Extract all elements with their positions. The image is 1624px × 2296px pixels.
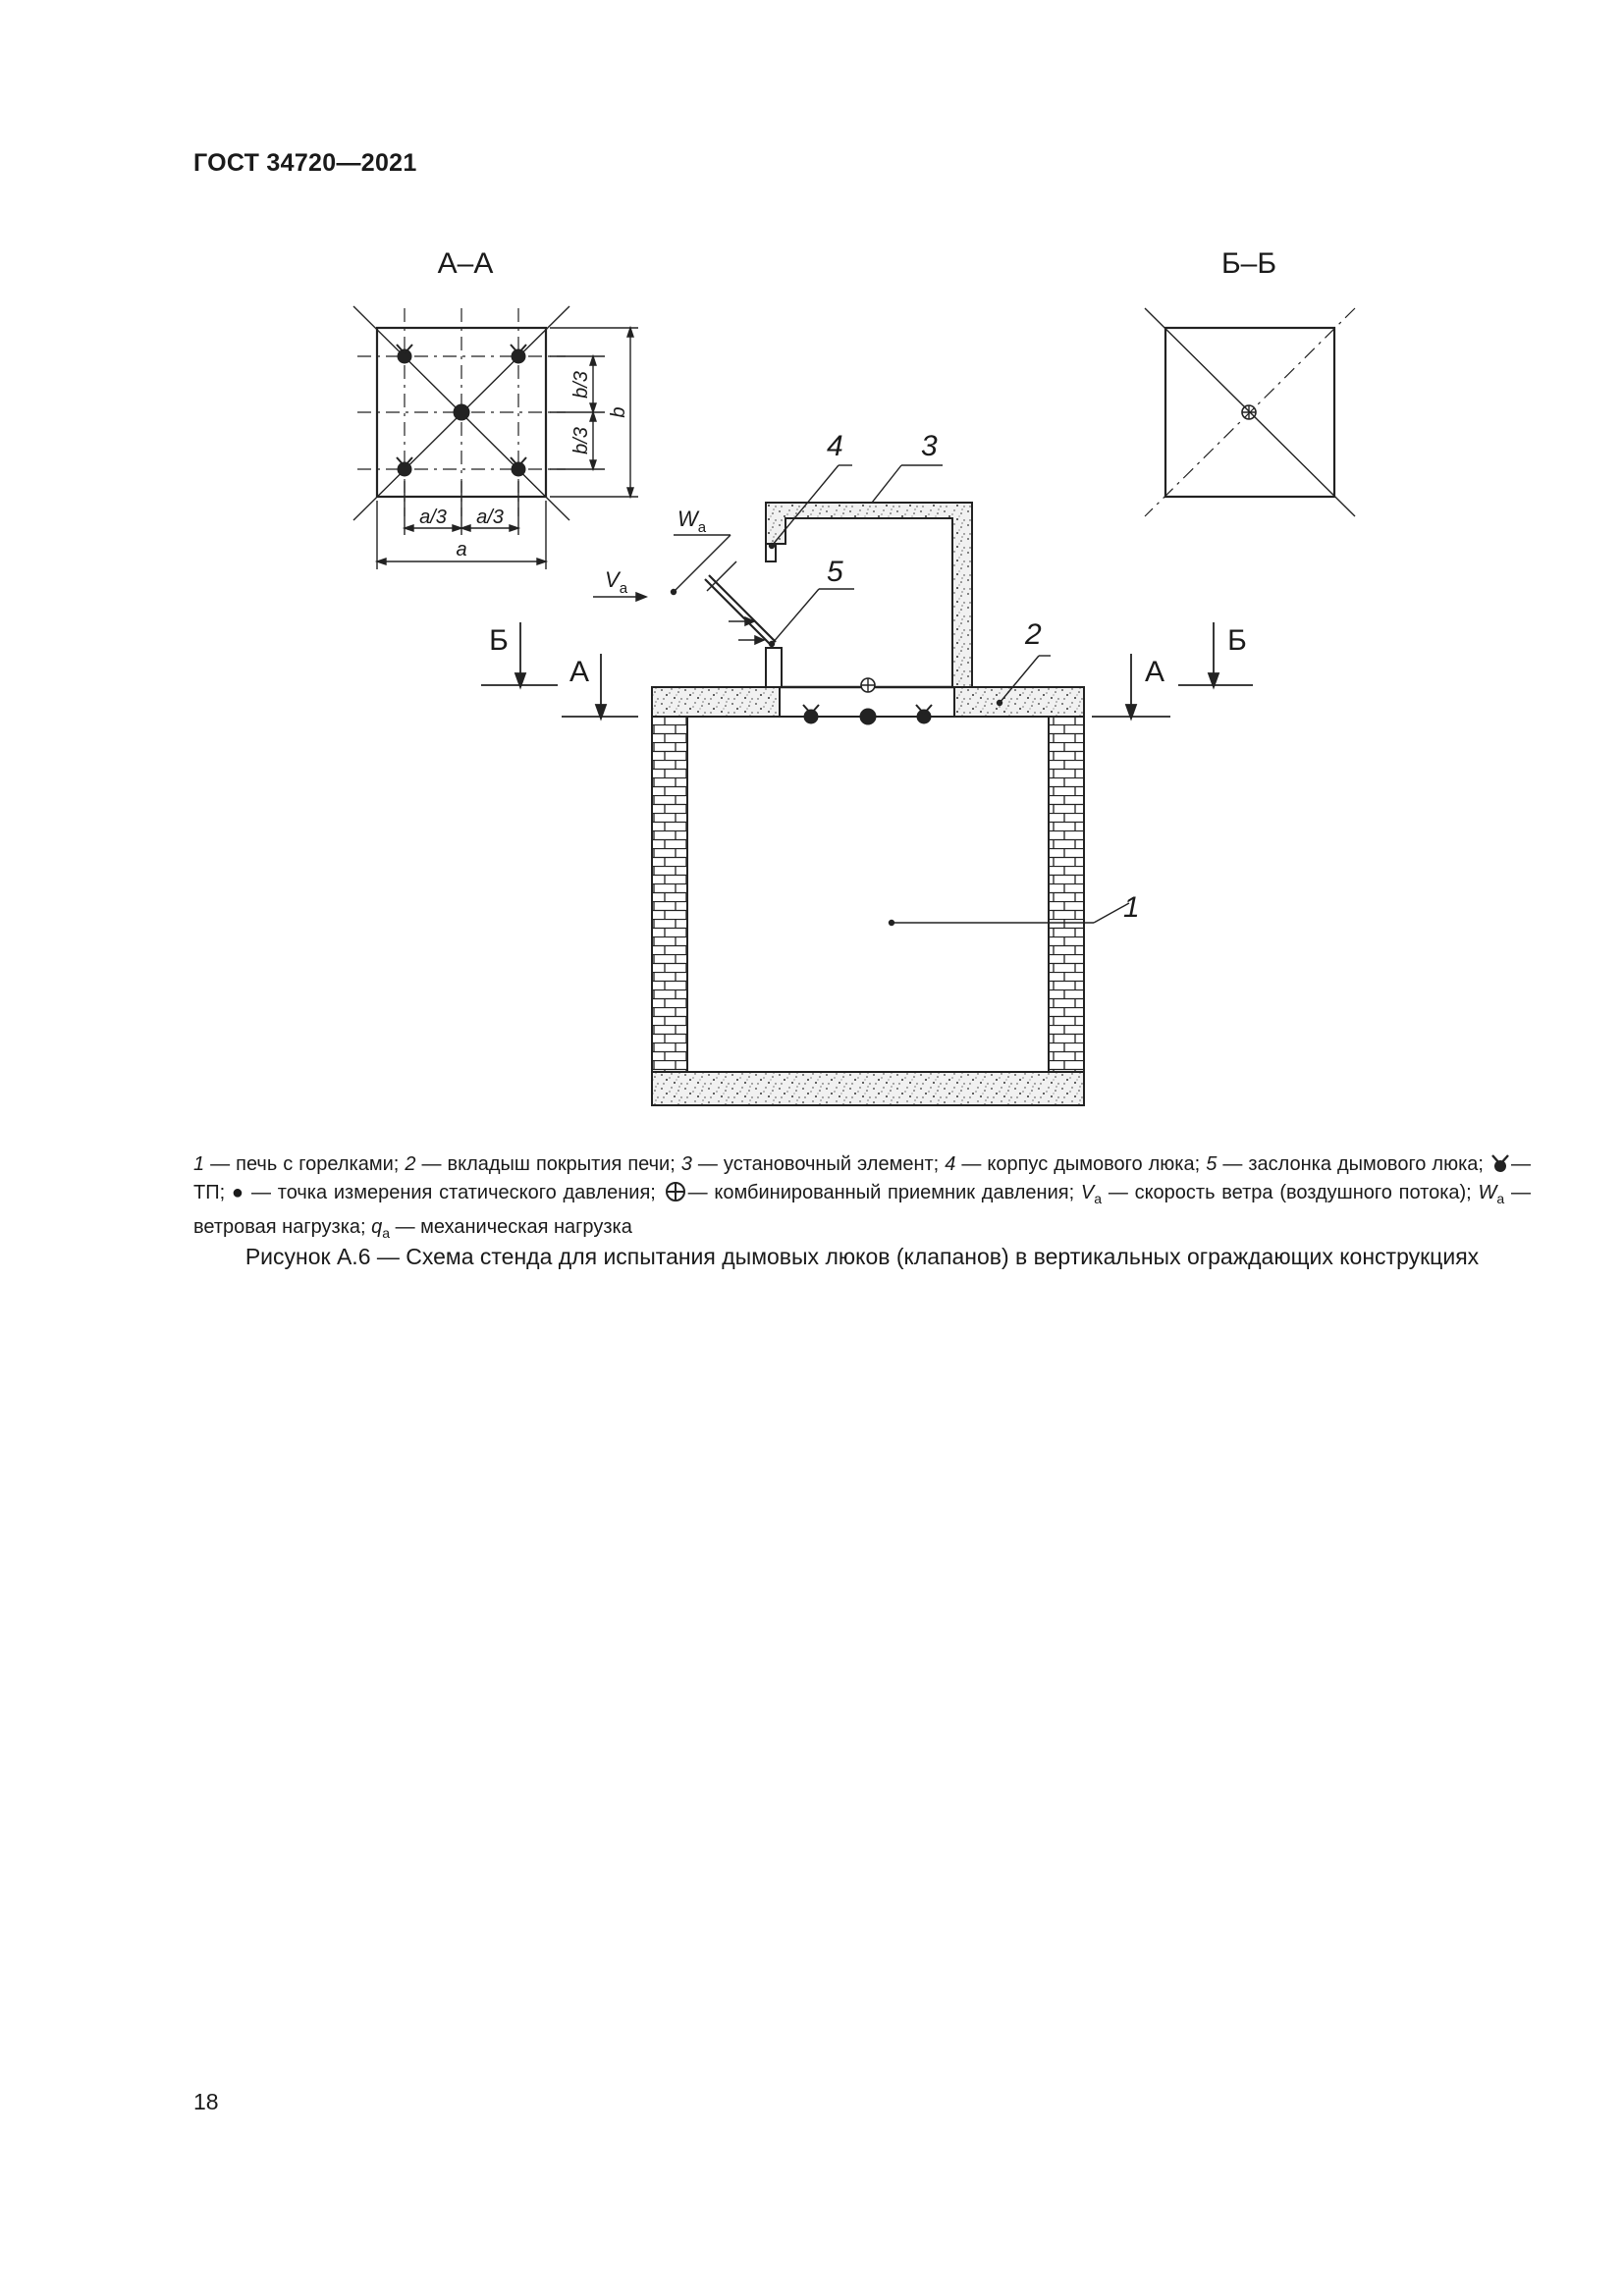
legend-num-1: 1 — [193, 1153, 205, 1175]
legend-text-comb: — комбинированный приемник давления; — [687, 1182, 1081, 1203]
legend-text-w: — ветровая нагрузка; — [193, 1182, 1531, 1238]
test-stand-diagram — [0, 0, 1624, 1139]
wind-speed-label — [605, 567, 628, 597]
legend-q: q — [371, 1216, 383, 1238]
cut-a-left: А — [568, 656, 590, 688]
dim-b3-bottom: b/3 — [570, 427, 592, 454]
legend-text-2: — вкладыш покрытия печи; — [415, 1153, 681, 1175]
legend-num-5: 5 — [1206, 1153, 1218, 1175]
installation-element — [766, 503, 972, 687]
dim-b: b — [608, 406, 629, 418]
wind-load-leader — [672, 535, 731, 595]
thermocouple-icon — [1489, 1153, 1511, 1173]
dim-a3-left: a/3 — [419, 507, 447, 528]
smoke-hatch-body — [766, 544, 782, 687]
legend-v: V — [1080, 1182, 1095, 1203]
legend-w-sub: a — [1496, 1191, 1505, 1206]
legend-num-2: 2 — [405, 1153, 416, 1175]
callout-4: 4 — [827, 430, 843, 462]
legend-q-sub: a — [382, 1225, 391, 1241]
figure-legend — [193, 1150, 1531, 1248]
legend-text-dot: ● — точка измерения статического давления; — [231, 1182, 663, 1203]
section-aa-label: А–А — [437, 247, 494, 280]
cut-a-right: А — [1144, 656, 1165, 688]
furnace-walls — [652, 717, 1084, 1105]
legend-v-sub: a — [1094, 1191, 1103, 1206]
legend-num-4: 4 — [945, 1153, 956, 1175]
wind-speed-subscript: a — [619, 580, 628, 597]
legend-text-tp: — ТП; — [193, 1153, 1531, 1203]
wind-speed-symbol: V — [605, 567, 620, 592]
legend-text-3: — установочный элемент; — [691, 1153, 946, 1175]
legend-num-3: 3 — [680, 1153, 692, 1175]
document-code-header: ГОСТ 34720—2021 — [193, 149, 417, 177]
legend-text-q: — механическая нагрузка — [390, 1216, 632, 1238]
wind-load-symbol: W — [677, 507, 698, 531]
smoke-hatch-flap — [705, 575, 776, 646]
dim-b3-top: b/3 — [570, 371, 592, 399]
callout-1: 1 — [1123, 891, 1140, 924]
dimension-lines-aa — [377, 328, 638, 569]
wind-load-label — [677, 507, 707, 536]
callout-5: 5 — [827, 556, 843, 588]
combined-pressure-receiver-icon — [663, 1181, 688, 1202]
wind-load-subscript: a — [697, 519, 707, 536]
section-bb-view — [1145, 308, 1355, 516]
cut-b-left: Б — [489, 624, 509, 657]
section-bb-label: Б–Б — [1220, 247, 1277, 280]
legend-w: W — [1478, 1182, 1497, 1203]
legend-text-4: — корпус дымового люка; — [955, 1153, 1207, 1175]
callout-3: 3 — [921, 430, 938, 462]
dim-a3-right: a/3 — [476, 507, 504, 528]
callout-2: 2 — [1025, 618, 1042, 651]
cut-b-right: Б — [1227, 624, 1247, 657]
page-number: 18 — [193, 2089, 219, 2114]
legend-text-v: — скорость ветра (воздушного потока); — [1102, 1182, 1479, 1203]
dim-a: a — [456, 539, 467, 561]
legend-text-5: — заслонка дымового люка; — [1217, 1153, 1489, 1175]
legend-text-1: — печь с горелками; — [204, 1153, 406, 1175]
figure-caption: Рисунок А.6 — Схема стенда для испытания дымовых люков (клапанов) в вертикальных ограждающих конструкциях — [244, 1244, 1480, 1269]
